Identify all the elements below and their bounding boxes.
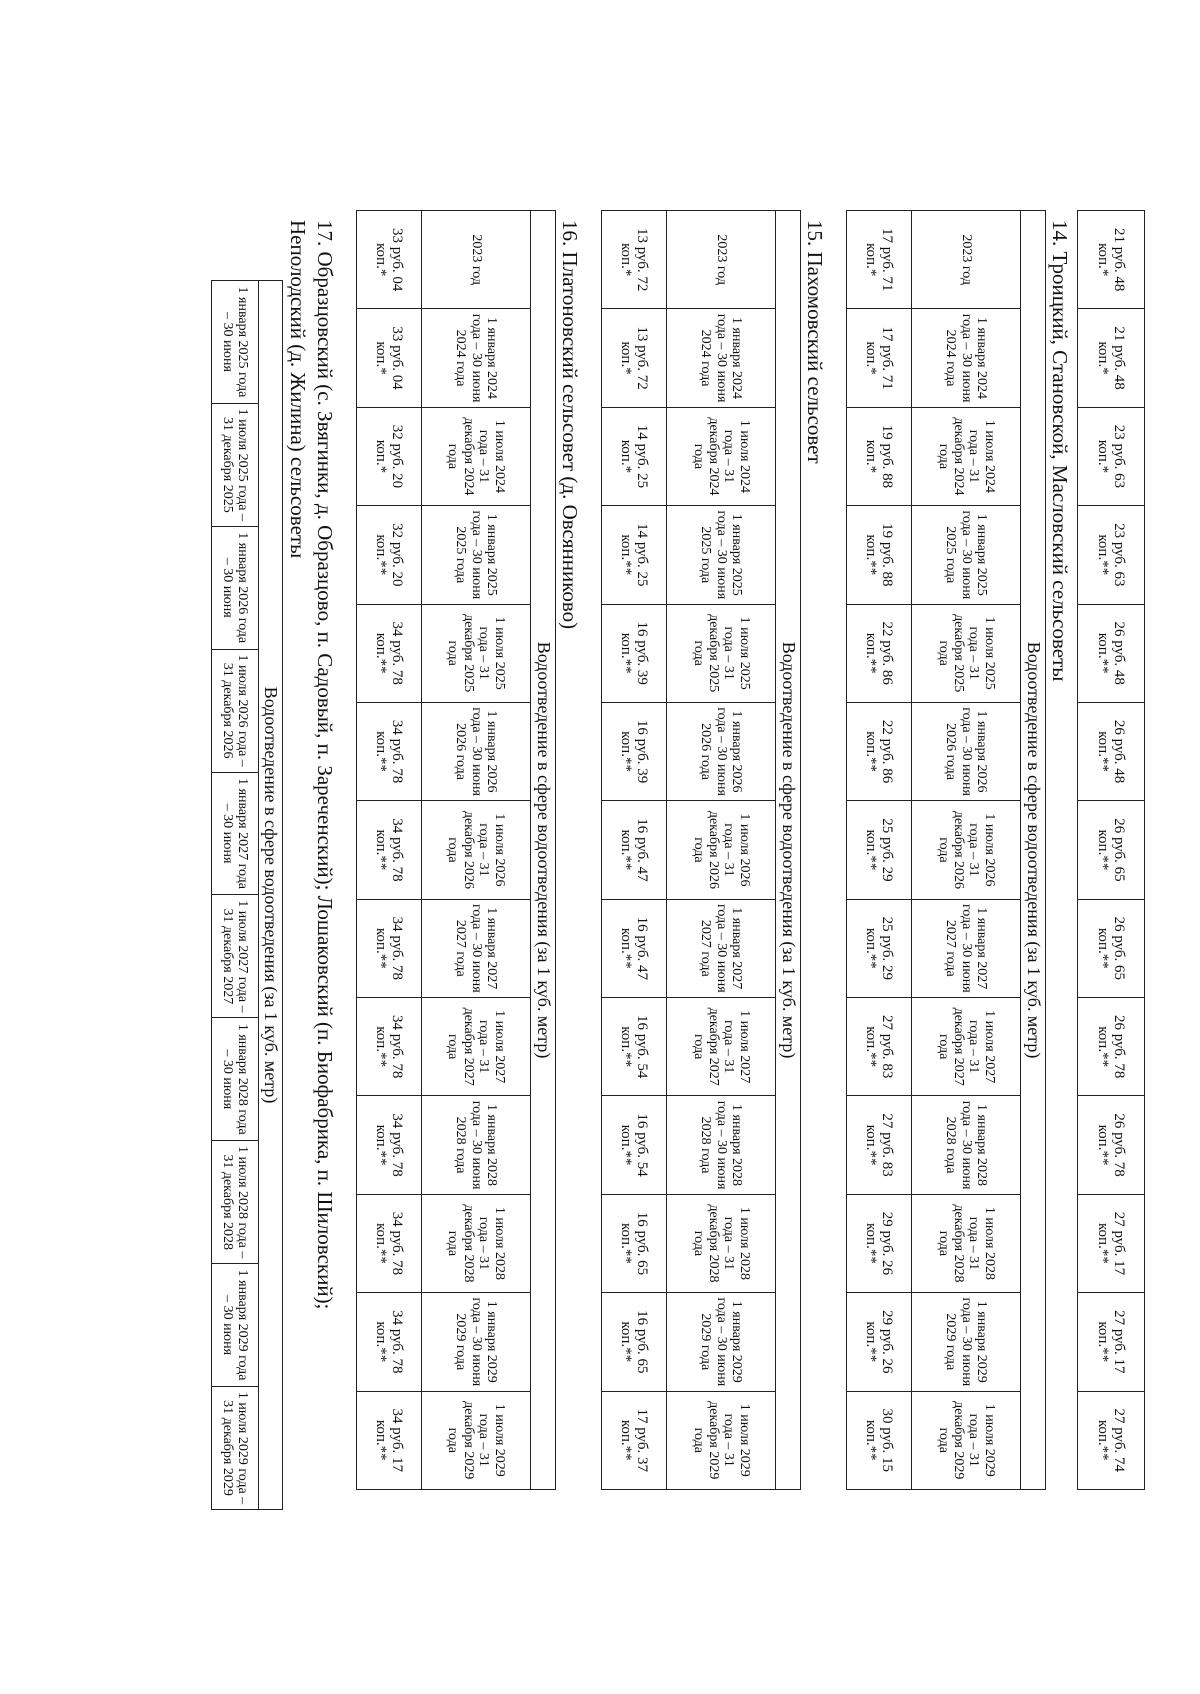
period-cell: 1 июля 2027 года – 31 декабря 2027 — [211, 895, 258, 1018]
period-cell: 1 июля 2024 года – 31 декабря 2024 года — [421, 407, 530, 505]
tariff-table-continued — [1077, 210, 1145, 1490]
period-cell: 1 июля 2029 года – 31 декабря 2029 года — [666, 1391, 775, 1490]
tariff-value: 34 руб. 78 коп.** — [356, 1194, 421, 1292]
tariff-value: 16 руб. 54 коп.** — [601, 1096, 666, 1194]
table-header: Водоотведение в сфере водоотведения (за 1 куб. метр) — [258, 281, 283, 1510]
tariff-value: 16 руб. 47 коп.** — [601, 899, 666, 997]
period-row — [421, 211, 530, 1490]
period-cell: 1 января 2029 года – 30 июня 2029 года — [666, 1293, 775, 1391]
tariff-value: 34 руб. 78 коп.** — [356, 899, 421, 997]
period-cell: 1 января 2028 года – 30 июня 2028 года — [666, 1096, 775, 1194]
period-cell: 1 июля 2025 года – 31 декабря 2025 года — [421, 604, 530, 702]
period-cell: 1 января 2026 года – 30 июня — [211, 526, 258, 649]
period-cell: 1 января 2024 года – 30 июня 2024 года — [421, 309, 530, 407]
table-row — [356, 211, 421, 1490]
tariff-table — [211, 280, 284, 1510]
tariff-value: 34 руб. 78 коп.** — [356, 998, 421, 1096]
period-cell: 1 июля 2026 года – 31 декабря 2026 года — [666, 801, 775, 899]
period-cell: 1 января 2029 года – 30 июня 2029 года — [421, 1293, 530, 1391]
period-cell: 2023 год — [911, 211, 1020, 309]
period-cell: 1 июля 2025 года – 31 декабря 2025 года — [911, 604, 1020, 702]
period-row — [666, 211, 775, 1490]
period-cell: 1 июля 2024 года – 31 декабря 2024 года — [666, 407, 775, 505]
table-row — [601, 211, 666, 1490]
tariff-value: 14 руб. 25 коп.** — [601, 506, 666, 604]
tariff-value: 27 руб. 74 коп.** — [1078, 1391, 1145, 1490]
period-cell: 1 января 2029 года – 30 июня — [211, 1264, 258, 1387]
table-header: Водоотведение в сфере водоотведения (за 1 куб. метр) — [775, 211, 800, 1490]
table-header: Водоотведение в сфере водоотведения (за 1 куб. метр) — [530, 211, 555, 1490]
period-row — [911, 211, 1020, 1490]
tariff-value: 25 руб. 29 коп.** — [846, 899, 911, 997]
period-cell: 1 июля 2025 года – 31 декабря 2025 года — [666, 604, 775, 702]
tariff-value: 19 руб. 88 коп.** — [846, 506, 911, 604]
tariff-value: 27 руб. 17 коп.** — [1078, 1293, 1145, 1391]
tariff-value: 14 руб. 25 коп.* — [601, 407, 666, 505]
tariff-value: 19 руб. 88 коп.* — [846, 407, 911, 505]
tariff-value: 34 руб. 78 коп.** — [356, 1293, 421, 1391]
period-cell: 1 июля 2025 года – 31 декабря 2025 — [211, 403, 258, 526]
period-cell: 1 июля 2027 года – 31 декабря 2027 года — [911, 998, 1020, 1096]
tariff-value: 34 руб. 78 коп.** — [356, 604, 421, 702]
period-cell: 1 января 2028 года – 30 июня 2028 года — [911, 1096, 1020, 1194]
period-cell: 1 января 2025 года – 30 июня 2025 года — [421, 506, 530, 604]
table-row — [846, 211, 911, 1490]
tariff-value: 17 руб. 37 коп.** — [601, 1391, 666, 1490]
tariff-value: 16 руб. 65 коп.** — [601, 1194, 666, 1292]
tariff-value: 32 руб. 20 коп.** — [356, 506, 421, 604]
tariff-value: 23 руб. 63 коп.** — [1078, 506, 1145, 604]
period-cell: 1 января 2024 года – 30 июня 2024 года — [666, 309, 775, 407]
tariff-table — [601, 210, 801, 1490]
section-title-continued: Неполодский (д. Жилина) сельсоветы — [285, 220, 310, 559]
period-cell: 2023 год — [421, 211, 530, 309]
tariff-value: 16 руб. 47 коп.** — [601, 801, 666, 899]
tariff-value: 26 руб. 65 коп.** — [1078, 801, 1145, 899]
period-cell: 1 января 2025 года – 30 июня 2025 года — [911, 506, 1020, 604]
section-title: 14. Троицкий, Становской, Масловский сельсоветы — [1048, 220, 1072, 682]
period-cell: 1 января 2024 года – 30 июня 2024 года — [911, 309, 1020, 407]
tariff-table — [846, 210, 1046, 1490]
period-cell: 1 января 2026 года – 30 июня 2026 года — [911, 702, 1020, 800]
period-cell: 1 июля 2026 года – 31 декабря 2026 года — [911, 801, 1020, 899]
tariff-value: 26 руб. 78 коп.** — [1078, 998, 1145, 1096]
tariff-value: 16 руб. 39 коп.** — [601, 604, 666, 702]
period-cell: 2023 год — [666, 211, 775, 309]
tariff-value: 26 руб. 48 коп.** — [1078, 702, 1145, 800]
tariff-value: 21 руб. 48 коп.* — [1078, 309, 1145, 407]
tariff-value: 27 руб. 17 коп.** — [1078, 1194, 1145, 1292]
tariff-value: 23 руб. 63 коп.* — [1078, 407, 1145, 505]
period-cell: 1 января 2026 года – 30 июня 2026 года — [421, 702, 530, 800]
period-cell: 1 июля 2029 года – 31 декабря 2029 — [211, 1387, 258, 1510]
period-cell: 1 июля 2028 года – 31 декабря 2028 года — [911, 1194, 1020, 1292]
period-cell: 1 января 2027 года – 30 июня 2027 года — [911, 899, 1020, 997]
tariff-value: 17 руб. 71 коп.* — [846, 211, 911, 309]
period-cell: 1 января 2026 года – 30 июня 2026 года — [666, 702, 775, 800]
tariff-value: 34 руб. 17 коп.** — [356, 1391, 421, 1490]
tariff-value: 30 руб. 15 коп.** — [846, 1391, 911, 1490]
period-cell: 1 июля 2024 года – 31 декабря 2024 года — [911, 407, 1020, 505]
tariff-value: 25 руб. 29 коп.** — [846, 801, 911, 899]
tariff-value: 26 руб. 48 коп.** — [1078, 604, 1145, 702]
tariff-value: 27 руб. 83 коп.** — [846, 998, 911, 1096]
section-title: 15. Пахомовский сельсовет — [802, 220, 827, 464]
period-cell: 1 января 2027 года – 30 июня — [211, 772, 258, 895]
tariff-value: 27 руб. 83 коп.** — [846, 1096, 911, 1194]
period-cell: 1 января 2027 года – 30 июня 2027 года — [421, 899, 530, 997]
tariff-value: 22 руб. 86 коп.** — [846, 702, 911, 800]
table-header-row — [1020, 211, 1045, 1490]
period-row — [211, 281, 258, 1510]
tariff-value: 17 руб. 71 коп.* — [846, 309, 911, 407]
tariff-value: 29 руб. 26 коп.** — [846, 1293, 911, 1391]
period-cell: 1 июля 2029 года – 31 декабря 2029 года — [911, 1391, 1020, 1490]
tariff-table — [356, 210, 556, 1490]
period-cell: 1 июля 2027 года – 31 декабря 2027 года — [666, 998, 775, 1096]
tariff-value: 33 руб. 04 коп.* — [356, 211, 421, 309]
tariff-value: 26 руб. 78 коп.** — [1078, 1096, 1145, 1194]
tariff-value: 13 руб. 72 коп.* — [601, 309, 666, 407]
tariff-value: 29 руб. 26 коп.** — [846, 1194, 911, 1292]
period-cell: 1 июля 2028 года – 31 декабря 2028 — [211, 1141, 258, 1264]
period-cell: 1 января 2028 года – 30 июня — [211, 1018, 258, 1141]
table-header-row — [530, 211, 555, 1490]
period-cell: 1 января 2025 года – 30 июня 2025 года — [666, 506, 775, 604]
period-cell: 1 января 2029 года – 30 июня 2029 года — [911, 1293, 1020, 1391]
tariff-value: 21 руб. 48 коп.* — [1078, 211, 1145, 309]
tariff-value: 22 руб. 86 коп.** — [846, 604, 911, 702]
tariff-value: 26 руб. 65 коп.** — [1078, 899, 1145, 997]
period-cell: 1 июля 2028 года – 31 декабря 2028 года — [421, 1194, 530, 1292]
table-header-row — [258, 281, 283, 1510]
period-cell: 1 июля 2028 года – 31 декабря 2028 года — [666, 1194, 775, 1292]
tariff-value: 33 руб. 04 коп.* — [356, 309, 421, 407]
table-row — [1078, 211, 1145, 1490]
tariff-value: 32 руб. 20 коп.* — [356, 407, 421, 505]
tariff-document — [211, 210, 1145, 1505]
tariff-value: 34 руб. 78 коп.** — [356, 1096, 421, 1194]
table-header: Водоотведение в сфере водоотведения (за 1 куб. метр) — [1020, 211, 1045, 1490]
period-cell: 1 января 2027 года – 30 июня 2027 года — [666, 899, 775, 997]
section-title: 16. Платоновский сельсовет (д. Овсянниково) — [557, 220, 582, 630]
period-cell: 1 января 2028 года – 30 июня 2028 года — [421, 1096, 530, 1194]
tariff-value: 34 руб. 78 коп.** — [356, 801, 421, 899]
section-title: 17. Образцовский (с. Звягинки, д. Образцово, п. Садовый, п. Зареченский); Лошаковский (п. Биофабрика, п. Шиловский); — [312, 220, 337, 1310]
tariff-value: 16 руб. 54 коп.** — [601, 998, 666, 1096]
period-cell: 1 июля 2029 года – 31 декабря 2029 года — [421, 1391, 530, 1490]
tariff-value: 16 руб. 65 коп.** — [601, 1293, 666, 1391]
period-cell: 1 июля 2026 года – 31 декабря 2026 — [211, 649, 258, 772]
tariff-value: 16 руб. 39 коп.** — [601, 702, 666, 800]
period-cell: 1 июля 2026 года – 31 декабря 2026 года — [421, 801, 530, 899]
tariff-value: 13 руб. 72 коп.* — [601, 211, 666, 309]
tariff-value: 34 руб. 78 коп.** — [356, 702, 421, 800]
period-cell: 1 июля 2027 года – 31 декабря 2027 года — [421, 998, 530, 1096]
period-cell: 1 января 2025 года – 30 июня — [211, 281, 258, 404]
table-header-row — [775, 211, 800, 1490]
